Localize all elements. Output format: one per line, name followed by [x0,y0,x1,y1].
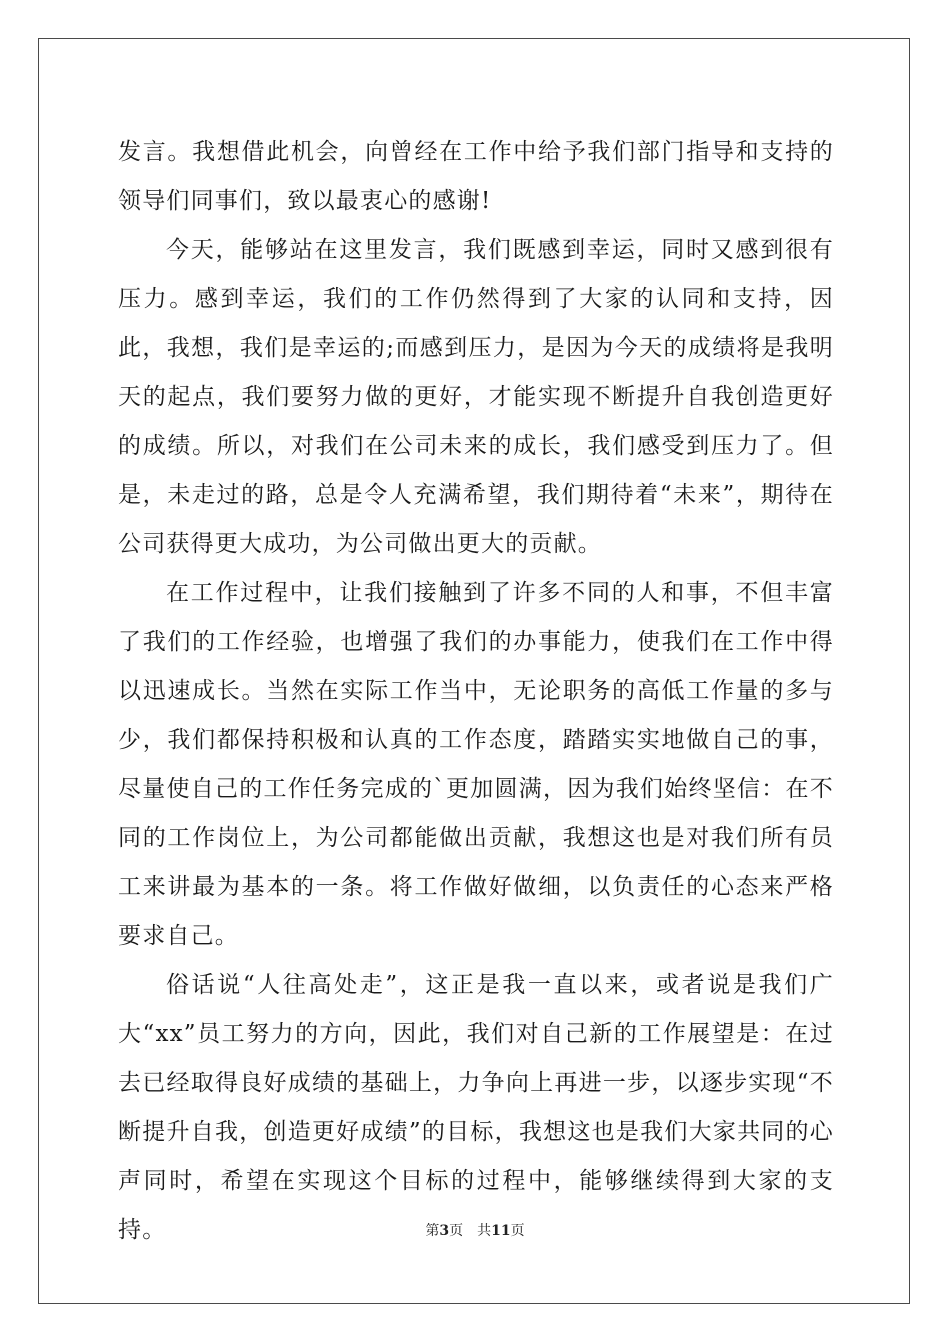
total-suffix: 页 [510,1223,525,1239]
paragraph-3: 在工作过程中，让我们接触到了许多不同的人和事，不但丰富了我们的工作经验，也增强了我们的办事能力，使我们在工作中得以迅速成长。当然在实际工作当中，无论职务的高低工作量的多与少，我们都保持积极和认真的工作态度，踏踏实实地做自己的事，尽量使自己的工作任务完成的`更加圆满，因为我们始终坚信：在不同的工作岗位上，为公司都能做出贡献，我想这也是对我们所有员工来讲最为基本的一条。将工作做好做细，以负责任的心态来严格要求自己。 [118,580,834,949]
paragraph-2: 今天，能够站在这里发言，我们既感到幸运，同时又感到很有压力。感到幸运，我们的工作仍然得到了大家的认同和支持，因此，我想，我们是幸运的;而感到压力，是因为今天的成绩将是我明天的起点，我们要努力做的更好，才能实现不断提升自我创造更好的成绩。所以，对我们在公司未来的成长，我们感受到压力了。但是，未走过的路，总是令人充满希望，我们期待着“未来”，期待在公司获得更大成功，为公司做出更大的贡献。 [118,237,834,557]
document-body [118,128,834,1255]
total-pages: 11 [491,1223,511,1239]
paragraph-1: 发言。我想借此机会，向曾经在工作中给予我们部门指导和支持的领导们同事们，致以最衷心的感谢! [118,139,834,214]
total-prefix: 共 [477,1223,492,1239]
page-footer [0,1220,950,1240]
page-prefix: 第 [425,1223,440,1239]
paragraph-4: 俗话说“人往高处走”，这正是我一直以来，或者说是我们广大“xx”员工努力的方向，因此，我们对自己新的工作展望是：在过去已经取得良好成绩的基础上，力争向上再进一步，以逐步实现“不断提升自我，创造更好成绩”的目标，我想这也是我们大家共同的心声同时，希望在实现这个目标的过程中，能够继续得到大家的支持。 [118,972,834,1243]
page-suffix: 页 [449,1223,464,1239]
page-number: 3 [439,1223,450,1239]
